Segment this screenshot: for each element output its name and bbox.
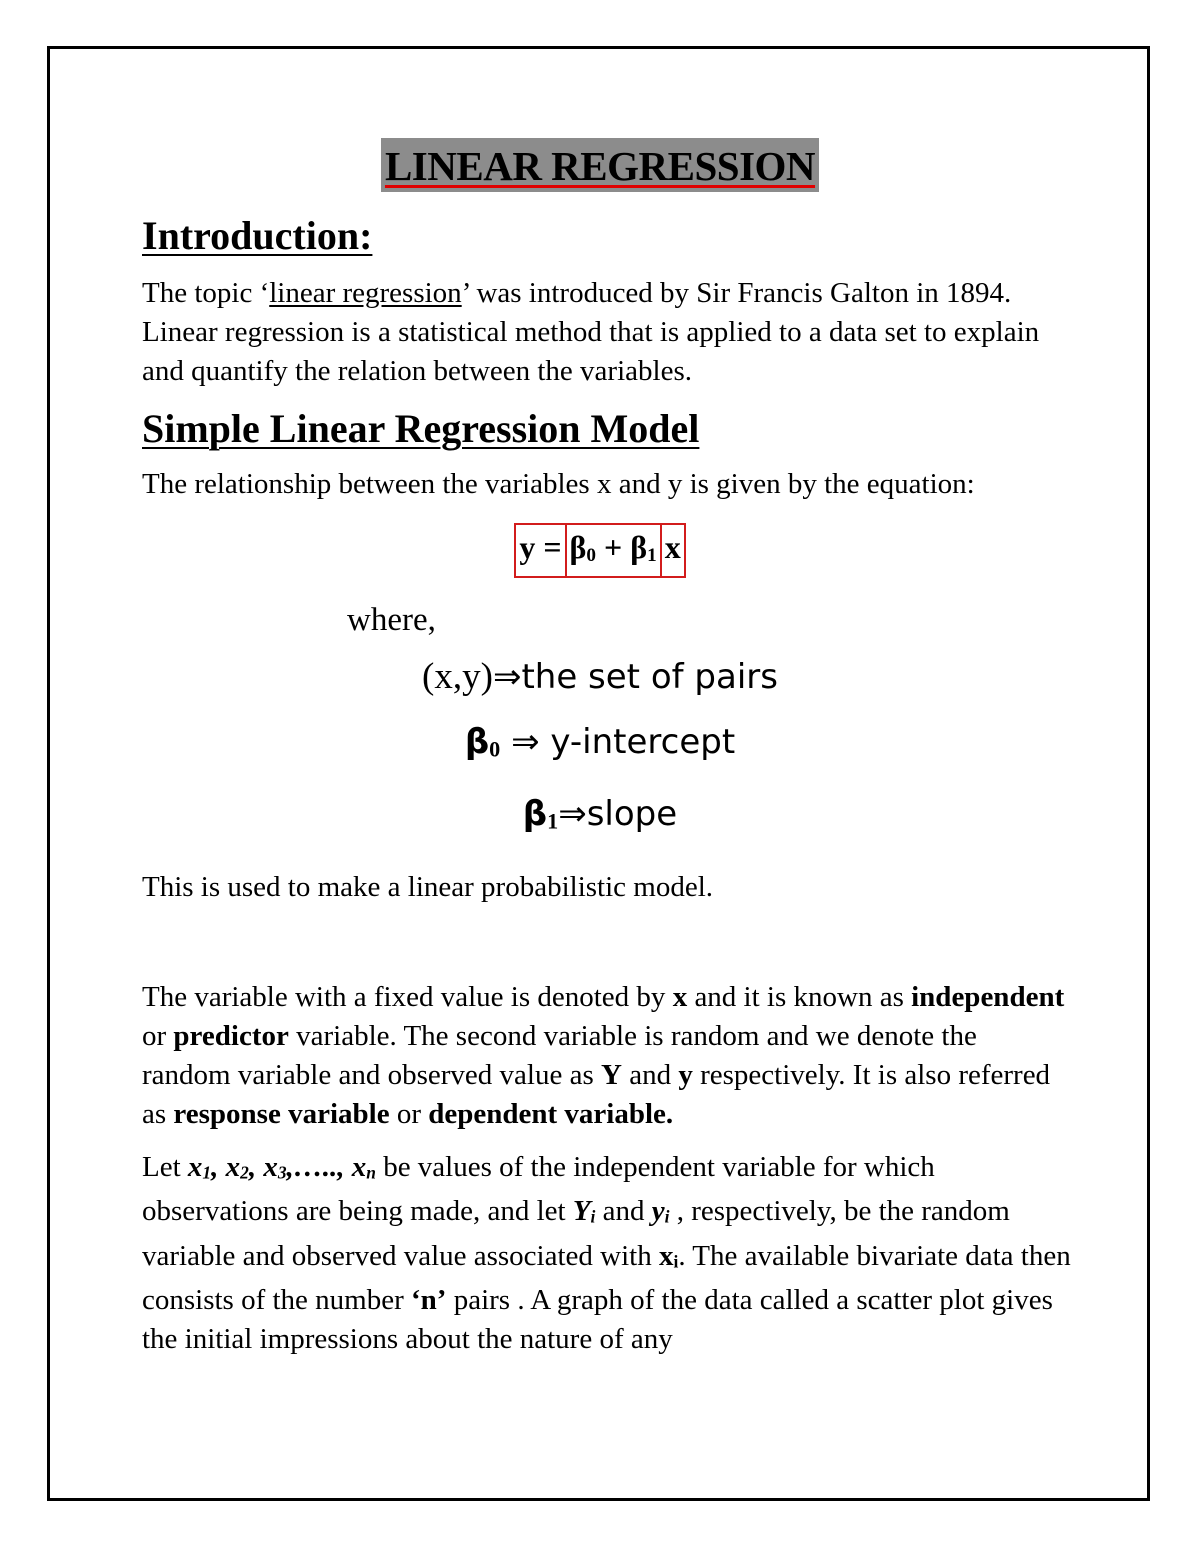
var-y: y (678, 1058, 693, 1091)
xn-symbol: ,….., x (286, 1150, 367, 1183)
let-text-4: , respectively, be the random variable and observed value associated with (142, 1195, 1010, 1272)
relationship-sentence: The relationship between the variables x and y is given by the equation: (142, 468, 975, 500)
term-dependent-variable: dependent variable. (428, 1097, 674, 1130)
x3-subscript: 3 (277, 1162, 287, 1183)
Yi-subscript: i (590, 1206, 596, 1227)
beta0-subscript: 0 (586, 544, 596, 566)
equation-wrap (0, 523, 1200, 578)
Yi-symbol: Y (572, 1195, 591, 1228)
beta1-subscript: 1 (647, 544, 657, 566)
pair-symbol: (x,y) (422, 655, 493, 697)
observations-paragraph (142, 1148, 1072, 1360)
introduction-heading: Introduction: (142, 213, 373, 258)
xi-symbol: x (658, 1239, 674, 1272)
xn-subscript: n (366, 1162, 376, 1183)
slope-description: ⇒slope (558, 794, 678, 835)
beta0-def-symbol: β (464, 721, 490, 762)
simple-model-heading: Simple Linear Regression Model (142, 406, 700, 451)
yi-symbol: y (651, 1195, 665, 1228)
equation-x-box: x (662, 523, 686, 578)
term-predictor: predictor (173, 1019, 289, 1052)
yi-subscript: i (664, 1206, 670, 1227)
term-response-variable: response variable (173, 1097, 390, 1130)
equation-lhs-box: y = (514, 523, 566, 578)
x1-symbol: x (187, 1150, 203, 1183)
var-text-4: variable. The second variable is random and we denote the random variable and observed value as (142, 1019, 977, 1091)
var-text-1: The variable with a fixed value is denoted by (142, 980, 673, 1013)
intro-text-rest: ’ was introduced by Sir Francis Galton in 1894. Linear regression is a statistical method that is applied to a data set to explain and quantify the relation between the variables. (142, 277, 1040, 387)
var-text-7: or (389, 1097, 429, 1130)
introduction-paragraph (142, 274, 1072, 391)
let-text-6: pairs . A graph of the data called a scatter plot gives the initial impressions about the nature of any (142, 1284, 1053, 1356)
document-content (142, 138, 1072, 1359)
regression-equation (514, 523, 685, 578)
var-text-3: or (142, 1019, 174, 1052)
probabilistic-model-sentence: This is used to make a linear probabilistic model. (142, 870, 714, 903)
intro-text-start: The topic ‘ (142, 277, 270, 309)
var-text-6: respectively. It is also referred as (142, 1058, 1051, 1130)
beta0-def-subscript: 0 (489, 736, 501, 762)
xi-subscript: i (673, 1251, 679, 1272)
term-independent: independent (911, 980, 1065, 1013)
definition-pairs (0, 654, 1200, 700)
beta1-def-symbol: β (522, 794, 548, 835)
let-text-3: and (595, 1195, 652, 1228)
where-label: where, (347, 601, 436, 638)
let-text-2: be values of the independent variable for which observations are being made, and let (142, 1150, 935, 1228)
let-text-5: . The available bivariate data then consists of the number (142, 1239, 1071, 1317)
var-x: x (672, 980, 688, 1013)
n-symbol: ‘n’ (411, 1284, 447, 1317)
let-text-1: Let (142, 1150, 188, 1183)
x2-symbol: , x (211, 1150, 241, 1183)
pair-description: ⇒the set of pairs (492, 656, 778, 697)
x2-subscript: 2 (240, 1162, 249, 1183)
page-title: LINEAR REGRESSION (381, 138, 819, 192)
equation-intercept-box (567, 523, 662, 578)
beta0-symbol: β (569, 529, 587, 565)
plus-beta1: + β (596, 529, 648, 565)
x1-subscript: 1 (202, 1162, 212, 1183)
variables-paragraph (142, 978, 1072, 1134)
var-Y: Y (601, 1058, 622, 1091)
x3-symbol: , x (248, 1150, 278, 1183)
var-text-2: and it is known as (687, 980, 912, 1013)
intercept-description: ⇒ y-intercept (500, 721, 736, 762)
title-wrap (0, 138, 1200, 192)
definitions (0, 654, 1200, 845)
beta1-def-subscript: 1 (547, 808, 559, 834)
linear-regression-term: linear regression (269, 277, 462, 309)
var-text-5: and (621, 1058, 679, 1091)
definition-slope (0, 791, 1200, 844)
definition-intercept (0, 719, 1200, 772)
